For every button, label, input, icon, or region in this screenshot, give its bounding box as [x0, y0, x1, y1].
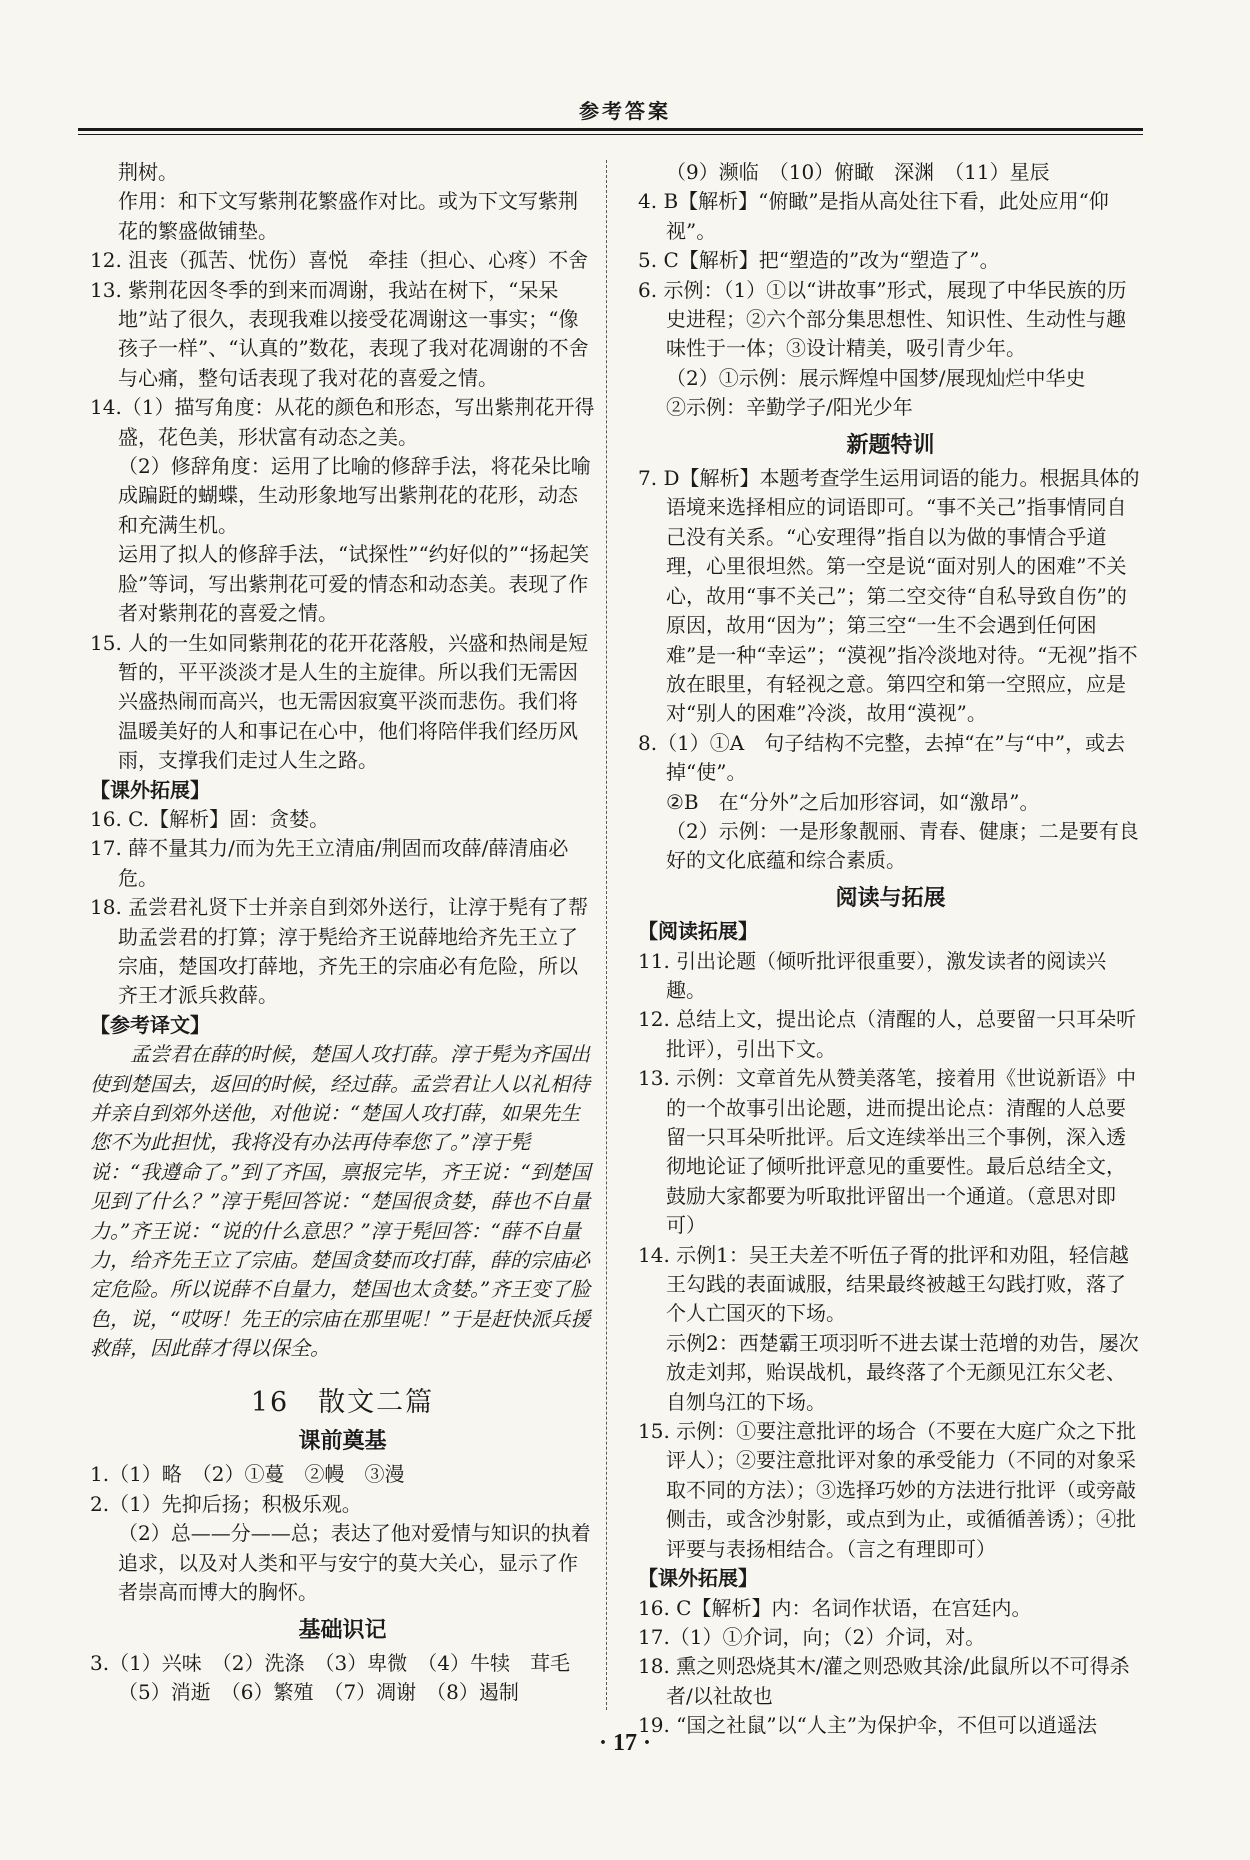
- section-heading: 课前奠基: [298, 1428, 387, 1455]
- answer-item: 7. D【解析】本题考查学生运用词语的能力。根据具体的语境来选择相应的词语即可。“事不关己”指事情同自己没有关系。“心安理得”指自以为做的事情合乎道理，心里很坦然。第一空是说“面对别人的困难”不关心，故用“事不关己”；第二空交待“自私导致自伤”的原因，故用“因为”；第三空“一生不会遇到任何困难”是一种“幸运”；“漠视”指冷淡地对待。“无视”指不放在眼里，有轻视之意。第四空和第一空照应，应是对“别人的困难”冷淡，故用“漠视”。: [638, 466, 1140, 726]
- right-column: [638, 158, 1143, 1741]
- answer-item: 13. 紫荆花因冬季的到来而凋谢，我站在树下，“呆呆地”站了很久，表现我难以接受花凋谢这一事实；“像孩子一样”、“认真的”数花，表现了我对花凋谢的不舍与心痛，整句话表现了我对花的喜爱之情。: [90, 277, 589, 390]
- answer-item: 12. 沮丧（孤苦、忧伤）喜悦 牵挂（担心、心疼）不舍: [90, 248, 589, 273]
- page-number: · 17 ·: [598, 1730, 651, 1756]
- answer-continuation: ②示例：辛勤学子/阳光少年: [666, 395, 913, 420]
- answer-item: 3.（1）兴味 （2）洗涤 （3）卑微 （4）牛犊 茸毛 （5）消逝 （6）繁殖 （7）凋谢 （8）遏制: [90, 1650, 590, 1705]
- answer-item: 12. 总结上文，提出论点（清醒的人，总要留一只耳朵听批评），引出下文。: [638, 1007, 1137, 1061]
- answer-item: 14. 示例1：吴王夫差不听伍子胥的批评和劝阻，轻信越王勾践的表面诚服，结果最终被越王勾践打败，落了个人亡国灭的下场。: [638, 1242, 1129, 1326]
- answer-continuation: 作用：和下文写紫荆花繁盛作对比。或为下文写紫荆花的繁盛做铺垫。: [118, 189, 578, 243]
- answer-item: 4. B【解析】“俯瞰”是指从高处往下看，此处应用“仰视”。: [638, 189, 1109, 243]
- section-tag: 【参考译文】: [90, 1012, 210, 1037]
- translation-text: 孟尝君在薛的时候，楚国人攻打薛。淳于髡为齐国出使到楚国去，返回的时候，经过薛。孟尝君让人以礼相待并亲自到郊外送他，对他说：“楚国人攻打薛，如果先生您不为此担忧，我将没有办法再侍奉您了。”淳于髡说：“我遵命了。”到了齐国，禀报完毕，齐王说：“到楚国见到了什么？”淳于髡回答说：“楚国很贪婪，薛也不自量力。”齐王说：“说的什么意思？”淳于髡回答：“薛不自量力，给齐先王立了宗庙。楚国贪婪而攻打薛，薛的宗庙必定危险。所以说薛不自量力，楚国也太贪婪。”齐王变了脸色，说，“哎呀！先王的宗庙在那里呢！”于是赶快派兵援救薛，因此薛才得以保全。: [90, 1042, 591, 1361]
- answer-item: 2.（1）先抑后扬；积极乐观。: [90, 1491, 362, 1516]
- section-heading: 新题特训: [846, 431, 935, 458]
- header-rule: [78, 128, 1143, 131]
- answer-continuation: ②B 在“分外”之后加形容词，如“激昂”。: [666, 789, 1040, 814]
- answer-item: 15. 示例：①要注意批评的场合（不要在大庭广众之下批评人）；②要注意批评对象的承受能力（不同的对象采取不同的方法）；③选择巧妙的方法进行批评（或旁敲侧击，或含沙射影，或点到为止，或循循善诱）；④批评要与表扬相结合。（言之有理即可）: [638, 1419, 1137, 1561]
- section-heading: 阅读与拓展: [835, 884, 946, 911]
- page-header: 参考答案: [579, 99, 671, 123]
- answer-item: 16. C.【解析】固：贪婪。: [90, 806, 330, 831]
- answer-item: 1.（1）略 （2）①蔓 ②幔 ③漫: [90, 1462, 405, 1487]
- answer-item: 16. C【解析】内：名词作状语，在宫廷内。: [638, 1595, 1032, 1620]
- section-tag: 【课外拓展】: [90, 777, 210, 802]
- answer-continuation: 示例2：西楚霸王项羽听不进去谋士范增的劝告，屡次放走刘邦，贻误战机，最终落了个无颜见江东父老、自刎乌江的下场。: [666, 1330, 1139, 1414]
- section-heading: 基础识记: [298, 1616, 387, 1643]
- section-tag: 【阅读拓展】: [638, 919, 758, 944]
- answer-item: 11. 引出论题（倾听批评很重要），激发读者的阅读兴趣。: [638, 948, 1107, 1002]
- lesson-title: 16 散文二篇: [250, 1386, 435, 1418]
- answer-item: 19. “国之社鼠”以“人主”为保护伞，不但可以逍遥法: [638, 1713, 1098, 1738]
- answer-item: 15. 人的一生如同紫荆花的花开花落般，兴盛和热闹是短暂的，平平淡淡才是人生的主旋律。所以我们无需因兴盛热闹而高兴，也无需因寂寞平淡而悲伤。我们将温暖美好的人和事记在心中，他们将陪伴我们经历风雨，支撑我们走过人生之路。: [90, 630, 589, 773]
- header-rule-thin: [78, 134, 1143, 135]
- answer-continuation: 运用了拟人的修辞手法，“试探性”“约好似的”“扬起笑脸”等词，写出紫荆花可爱的情态和动态美。表现了作者对紫荆花的喜爱之情。: [118, 542, 590, 626]
- column-divider: [606, 160, 607, 1710]
- answer-continuation: （2）总——分——总；表达了他对爱情与知识的执着追求，以及对人类和平与安宁的莫大关心，显示了作者崇高而博大的胸怀。: [118, 1521, 591, 1605]
- answer-continuation: （9）濒临 （10）俯瞰 深渊 （11）星辰: [666, 160, 1050, 184]
- answer-item: 18. 熏之则恐烧其木/灌之则恐败其涂/此鼠所以不可得杀者/以社故也: [638, 1654, 1130, 1708]
- answer-item: 18. 孟尝君礼贤下士并亲自到郊外送行，让淳于髡有了帮助孟尝君的打算；淳于髡给齐王说薛地给齐先王立了宗庙，楚国攻打薛地，齐先王的宗庙必有危险，所以齐王才派兵救薛。: [90, 895, 589, 1008]
- answer-continuation: （2）①示例：展示辉煌中国梦/展现灿烂中华史: [666, 365, 1086, 390]
- answer-item: 5. C【解析】把“塑造的”改为“塑造了”。: [638, 248, 1000, 273]
- answer-continuation: （2）示例：一是形象靓丽、青春、健康；二是要有良好的文化底蕴和综合素质。: [666, 818, 1139, 873]
- answer-item: 13. 示例：文章首先从赞美落笔，接着用《世说新语》中的一个故事引出论题，进而提出论点：清醒的人总要留一只耳朵听批评。后文连续举出三个事例，深入透彻地论证了倾听批评意见的重要性。最后总结全文，鼓励大家都要为听取批评留出一个通道。（意思对即可）: [638, 1066, 1137, 1238]
- section-tag: 【课外拓展】: [638, 1566, 758, 1591]
- answer-item: 6. 示例：（1）①以“讲故事”形式，展现了中华民族的历史进程；②六个部分集思想性、知识性、生动性与趣味性于一体；③设计精美，吸引青少年。: [638, 277, 1127, 361]
- answer-item: 17. 薛不量其力/而为先王立清庙/荆固而攻薛/薛清庙必危。: [90, 836, 569, 890]
- answer-item: 17.（1）①介词，向；（2）介词，对。: [638, 1624, 986, 1649]
- answer-item: 14.（1）描写角度：从花的颜色和形态，写出紫荆花开得盛，花色美，形状富有动态之美。: [90, 395, 595, 449]
- answer-continuation: （2）修辞角度：运用了比喻的修辞手法，将花朵比喻成蹁跹的蝴蝶，生动形象地写出紫荆花的花形，动态和充满生机。: [118, 454, 591, 537]
- answer-item: 8.（1）①A 句子结构不完整，去掉“在”与“中”，或去掉“使”。: [638, 730, 1126, 785]
- left-column: [90, 158, 595, 1708]
- answer-continuation: 荆树。: [118, 160, 178, 184]
